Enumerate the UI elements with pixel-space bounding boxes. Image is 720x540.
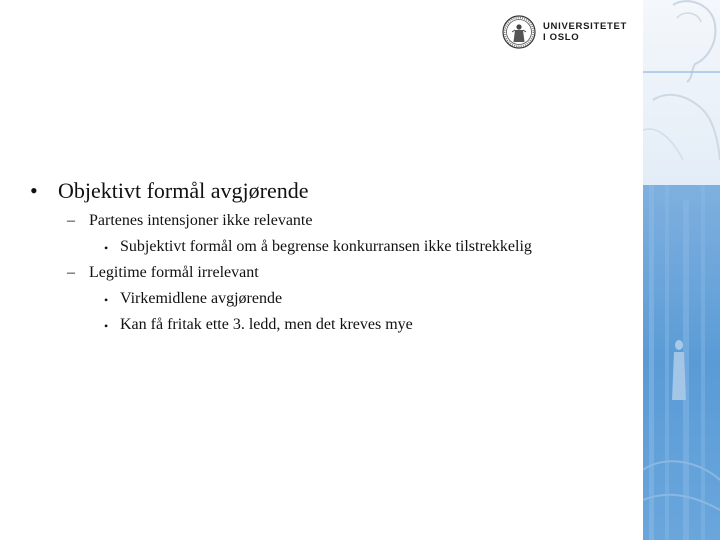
bullet-text: Virkemidlene avgjørende	[120, 290, 283, 307]
university-wordmark	[543, 21, 627, 43]
bullet-marker: –	[67, 212, 75, 229]
university-logo	[502, 15, 637, 51]
side-decoration-strip	[643, 0, 720, 540]
statue-decoration-image	[643, 0, 720, 540]
bullet-marker: •	[104, 293, 109, 307]
bullet-text: Objektivt formål avgjørende	[58, 178, 309, 203]
university-seal-icon	[502, 15, 536, 49]
bullet-text: Legitime formål irrelevant	[89, 264, 259, 281]
bullet-marker: •	[104, 241, 109, 255]
bullet-text: Subjektivt formål om å begrense konkurransen ikke tilstrekkelig	[120, 238, 532, 255]
bullet-marker: •	[104, 319, 109, 333]
bullet-marker: –	[67, 264, 75, 281]
bullet-text: Partenes intensjoner ikke relevante	[89, 212, 313, 229]
bullet-marker: •	[30, 178, 38, 203]
wordmark-line-1: UNIVERSITETET	[543, 21, 628, 32]
wordmark-line-2: I OSLO	[543, 32, 580, 43]
bullet-text: Kan få fritak ette 3. ledd, men det kreves mye	[120, 316, 413, 333]
